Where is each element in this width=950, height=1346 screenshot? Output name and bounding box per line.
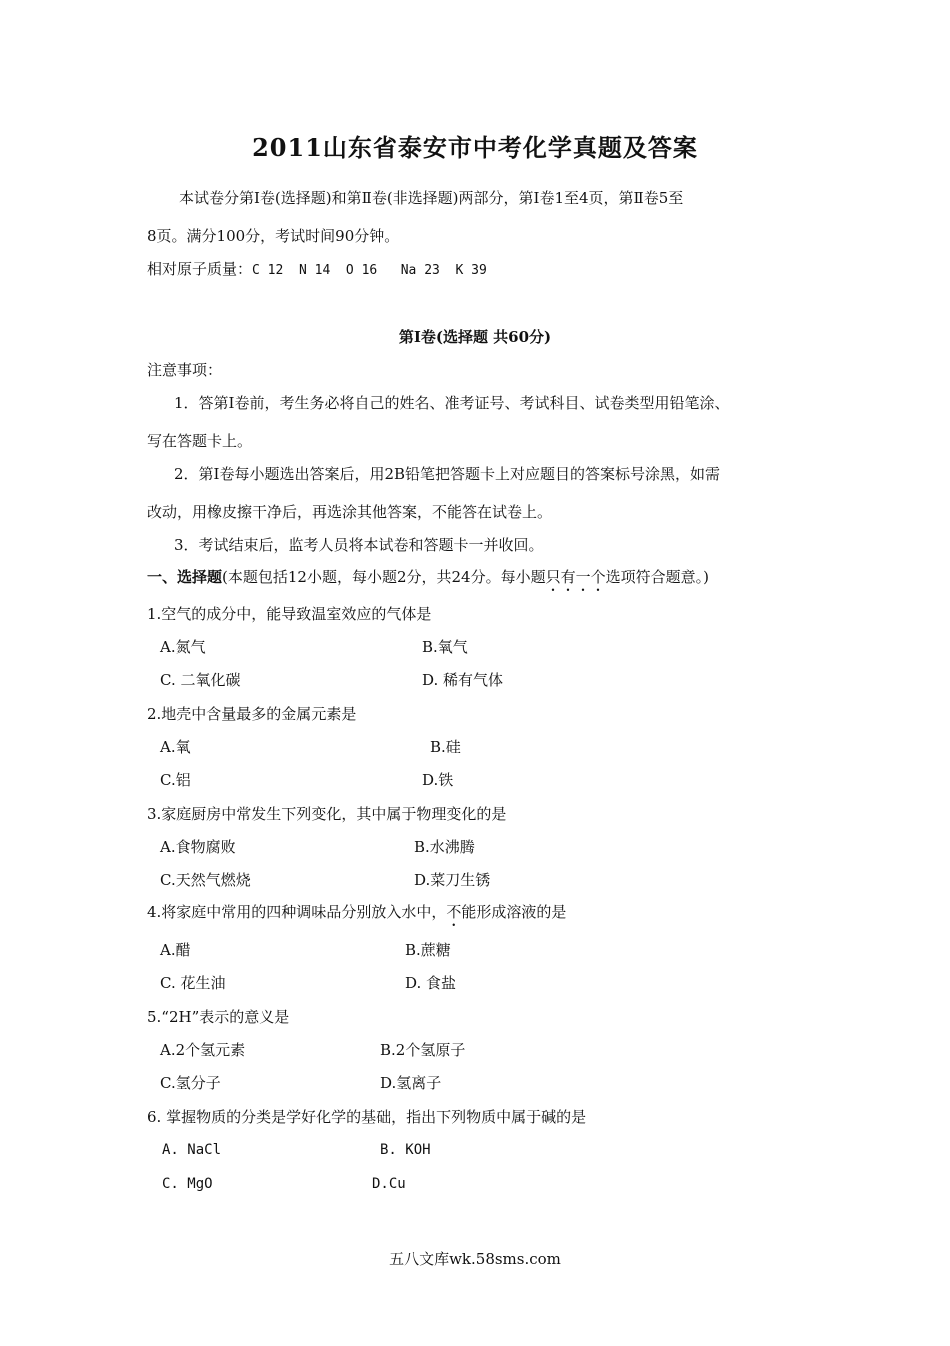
question-stem-a: 4.将家庭中常用的四种调味品分别放入水中， [147,903,447,921]
question-stem [147,902,566,930]
section-1-heading [147,567,709,595]
option-d: D.菜刀生锈 [414,871,491,889]
option-d: D.铁 [422,771,454,789]
notice-2-line-2: 改动，用橡皮擦干净后，再选涂其他答案，不能答在试卷上。 [147,503,553,521]
option-d: D. 食盐 [405,974,457,992]
section-1-desc-b: 选项符合题意。) [605,568,709,586]
page-footer: 五八文库wk.58sms.com [389,1250,561,1268]
question-stem-emphasis: 不 [446,903,462,921]
question-stem-b: 能形成溶液的是 [461,903,567,921]
section-1-desc-emphasis: 只有一个 [545,568,606,586]
option-b: B.硅 [430,738,461,756]
option-d: D. 稀有气体 [422,671,504,689]
option-b: B.氧气 [422,638,468,656]
atomic-mass-label: 相对原子质量： [147,260,253,278]
option-a: A.2个氢元素 [160,1041,246,1059]
atomic-mass-values: C 12 N 14 O 16 Na 23 K 39 [252,263,487,278]
option-b: B.水沸腾 [414,838,475,856]
question-stem: 6. 掌握物质的分类是学好化学的基础，指出下列物质中属于碱的是 [147,1108,587,1126]
page-title: 2011山东省泰安市中考化学真题及答案 [252,133,698,162]
option-a: A.氮气 [160,638,206,656]
option-b: B.2个氢原子 [380,1041,466,1059]
option-c: C.天然气燃烧 [160,871,251,889]
option-b: B.蔗糖 [405,941,451,959]
option-d: D.氢离子 [380,1074,442,1092]
option-c: C. 花生油 [160,974,226,992]
atomic-mass-line [147,259,487,281]
option-c: C. 二氧化碳 [160,671,241,689]
intro-line-2: 8页。满分100分，考试时间90分钟。 [147,227,400,245]
option-a: A. NaCl [162,1142,222,1158]
option-b: B. KOH [380,1142,431,1158]
section-1-desc-a: (本题包括12小题，每小题2分，共24分。每小题 [222,568,546,586]
question-stem: 5.“2H”表示的意义是 [147,1008,290,1026]
question-stem: 3.家庭厨房中常发生下列变化，其中属于物理变化的是 [147,805,507,823]
option-c: C.氢分子 [160,1074,221,1092]
notice-1-line-1: 1．答第Ⅰ卷前，考生务必将自己的姓名、准考证号、考试科目、试卷类型用铅笔涂、 [174,394,730,412]
option-d: D.Cu [372,1176,406,1192]
notice-3: 3．考试结束后，监考人员将本试卷和答题卡一并收回。 [174,536,544,554]
question-stem: 2.地壳中含量最多的金属元素是 [147,705,357,723]
option-c: C.铝 [160,771,191,789]
notice-2-line-1: 2．第Ⅰ卷每小题选出答案后，用2B铅笔把答题卡上对应题目的答案标号涂黑，如需 [174,465,721,483]
notice-1-line-2: 写在答题卡上。 [147,432,253,450]
question-stem: 1.空气的成分中，能导致温室效应的气体是 [147,605,432,623]
option-a: A.醋 [160,941,191,959]
section-1-label: 一、选择题 [147,568,223,586]
option-a: A.食物腐败 [160,838,236,856]
part1-heading: 第Ⅰ卷(选择题 共60分) [398,328,552,346]
notice-title: 注意事项： [147,361,223,379]
option-a: A.氧 [160,738,191,756]
intro-line-1: 本试卷分第Ⅰ卷(选择题)和第Ⅱ卷(非选择题)两部分，第Ⅰ卷1至4页，第Ⅱ卷5至 [179,189,684,207]
option-c: C. MgO [162,1176,213,1192]
